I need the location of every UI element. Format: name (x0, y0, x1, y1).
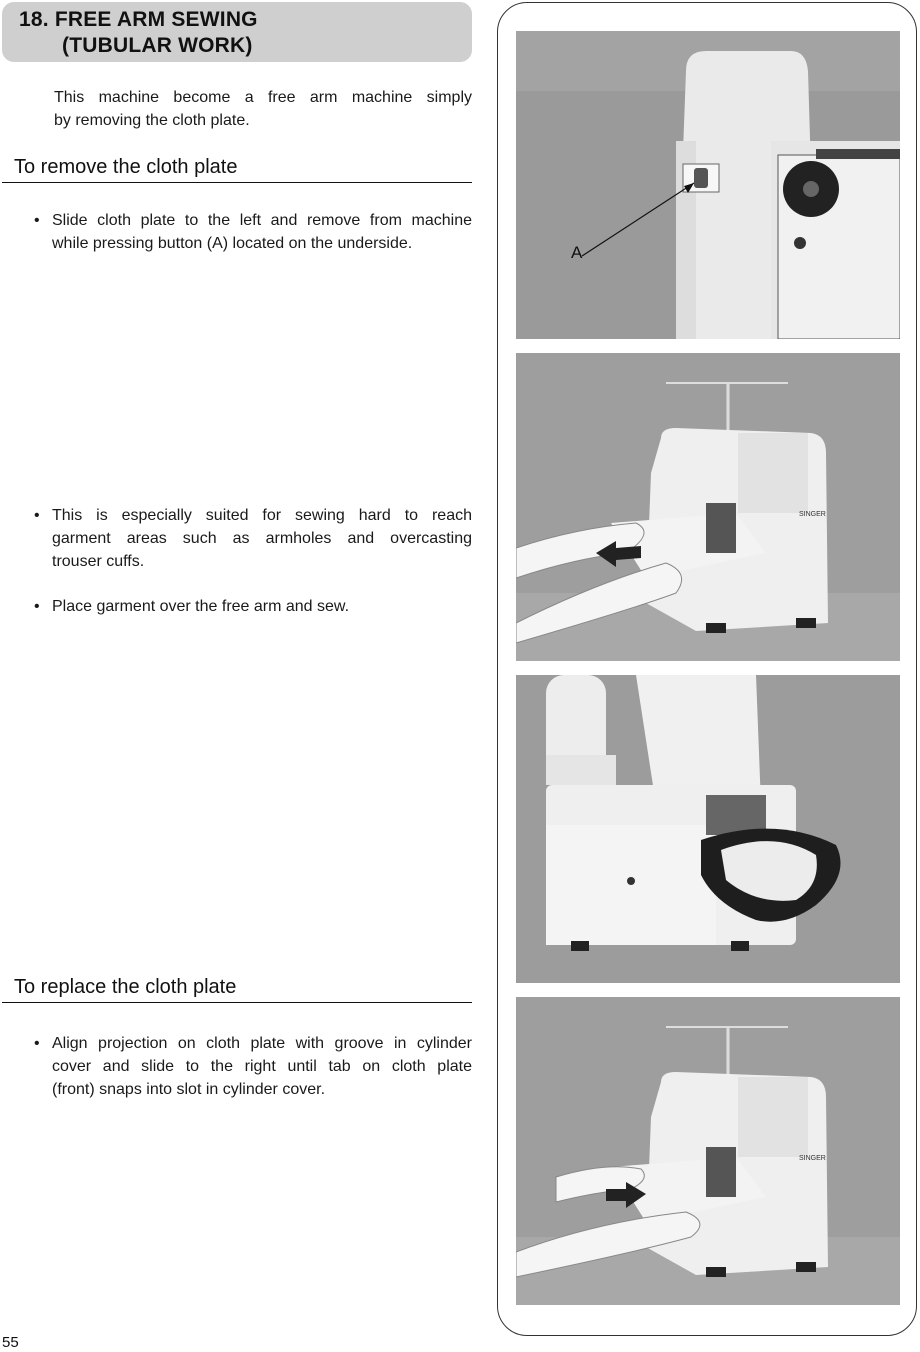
page-number: 55 (2, 1334, 19, 1351)
bullet-glyph: • (34, 598, 40, 615)
callout-label-a: A (571, 243, 583, 262)
step-line: garment areas such as armholes and overcasting (52, 530, 472, 547)
step-line: while pressing button (A) located on the underside. (52, 235, 413, 252)
photo-release-button (516, 31, 900, 339)
photo-slide-right (516, 997, 900, 1305)
bullet-glyph: • (34, 1035, 40, 1052)
step-line: trouser cuffs. (52, 553, 145, 570)
remove-heading: To remove the cloth plate (2, 155, 472, 183)
replace-heading: To replace the cloth plate (2, 975, 472, 1003)
photo-slide-left (516, 353, 900, 661)
step-line: (front) snaps into slot in cylinder cover. (52, 1081, 326, 1098)
bullet-glyph: • (34, 212, 40, 229)
step-line: Align projection on cloth plate with groove in cylinder (52, 1035, 472, 1052)
section-title-box (2, 2, 472, 62)
slide-right-illustration (516, 997, 900, 1305)
photo-garment-free-arm (516, 675, 900, 983)
step-line: Place garment over the free arm and sew. (52, 598, 350, 615)
section-title: 18. FREE ARM SEWING (19, 8, 258, 31)
garment-illustration (516, 675, 900, 983)
intro-line: by removing the cloth plate. (54, 112, 250, 129)
bullet-glyph: • (34, 507, 40, 524)
brand-text: SINGER (799, 1155, 826, 1162)
section-subtitle: (TUBULAR WORK) (62, 34, 253, 57)
step-line: cover and slide to the right until tab on cloth plate (52, 1058, 472, 1075)
slide-left-illustration (516, 353, 900, 661)
step-line: This is especially suited for sewing hard to reach (52, 507, 472, 524)
step-line: Slide cloth plate to the left and remove from machine (52, 212, 472, 229)
release-button-illustration (516, 31, 900, 339)
intro-line: This machine become a free arm machine simply (54, 89, 472, 106)
brand-text: SINGER (799, 511, 826, 518)
intro-paragraph (54, 86, 472, 132)
